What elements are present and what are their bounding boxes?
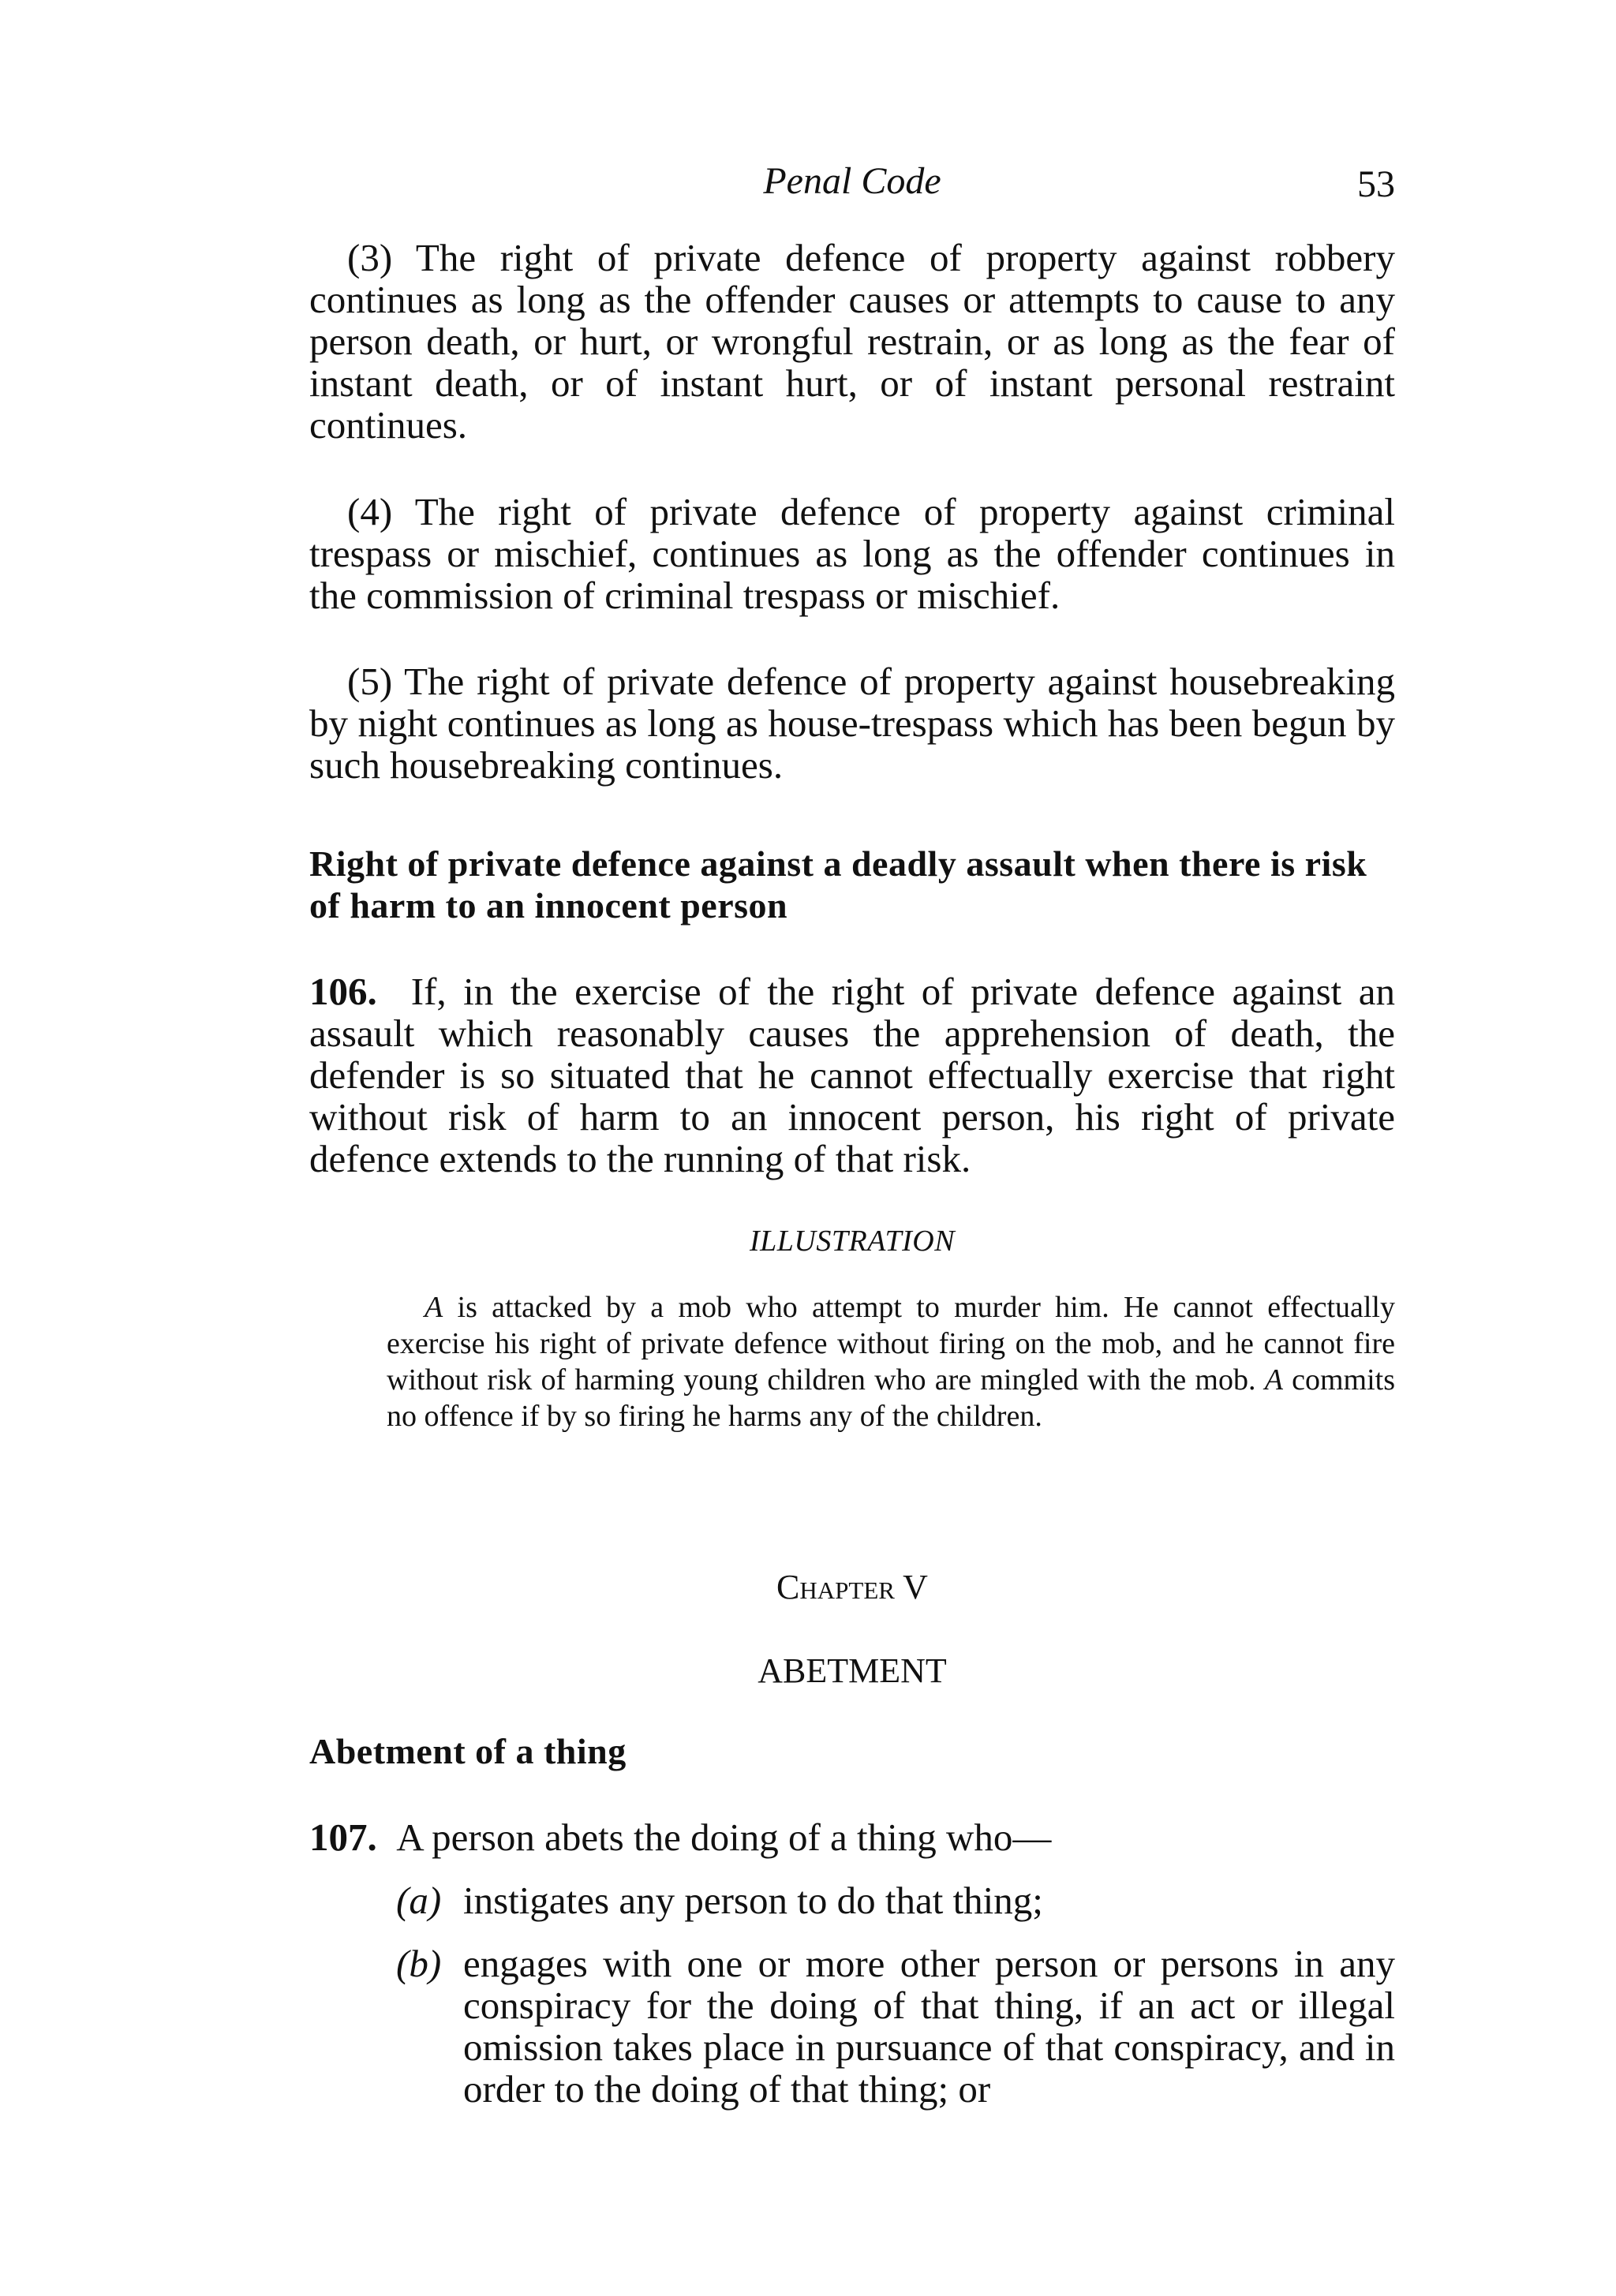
running-title: Penal Code [763, 160, 941, 202]
subsection-3-text: (3) The right of private defence of property against robbery continues as long as the offender causes or attempts to cause to any person death, or hurt, or wrongful restrain, or as long as the fear of instant death, or of instant hurt, or of instant personal restraint continues. [309, 236, 1395, 447]
subsection-4 [309, 491, 1395, 616]
page-header [309, 156, 1395, 207]
section-106-body [309, 970, 1395, 1180]
subsection-5-text: (5) The right of private defence of property against housebreaking by night continues as long as house-trespass which has been begun by such housebreaking continues. [309, 660, 1395, 787]
section-107-heading: Abetment of a thing [309, 1731, 627, 1771]
list-item-label: (b) [396, 1942, 442, 1985]
section-107-body [309, 1816, 1395, 1858]
illustration-person-2: A [1264, 1363, 1283, 1397]
illustration-title: ILLUSTRATION [749, 1225, 956, 1258]
list-item-label: (a) [396, 1879, 442, 1922]
section-107-text: A person abets the doing of a thing who— [396, 1815, 1052, 1859]
list-item-text: instigates any person to do that thing; [463, 1879, 1043, 1922]
list-item-text: engages with one or more other person or persons in any conspiracy for the doing of that thing, if an act or illegal omission takes place in pursuance of that conspiracy, and in order to the doing of that thing; or [463, 1942, 1395, 2111]
illustration-text [387, 1289, 1395, 1434]
section-106-text: If, in the exercise of the right of private defence against an assault which reasonably causes the apprehension of death, the defender is so situated that he cannot effectually exercise that right without risk of harm to an innocent person, his right of private defence extends to the running of that risk. [309, 970, 1396, 1180]
section-106-heading: Right of private defence against a deadly assault when there is risk of harm to an innocent person [309, 843, 1367, 926]
chapter-label: Chapter V [776, 1568, 928, 1606]
subsection-5 [309, 660, 1395, 786]
subsection-3 [309, 237, 1395, 446]
page-number: 53 [1357, 163, 1395, 205]
subsection-4-text: (4) The right of private defence of property against criminal trespass or mischief, continues as long as the offender continues in the commission of criminal trespass or mischief. [309, 490, 1395, 617]
illustration-text-part-1: is attacked by a mob who attempt to murder him. He cannot effectually exercise his right of private defence without firing on the mob, and he cannot fire without risk of harming young children who are mingled with the mob. [387, 1291, 1395, 1397]
chapter-title: ABETMENT [758, 1651, 947, 1690]
illustration-text-part-2: commits no offence if by so firing he harms any of the children. [387, 1363, 1395, 1433]
section-106-number: 106. [309, 970, 377, 1013]
illustration-person: A [425, 1291, 443, 1324]
section-107-number: 107. [309, 1815, 377, 1859]
